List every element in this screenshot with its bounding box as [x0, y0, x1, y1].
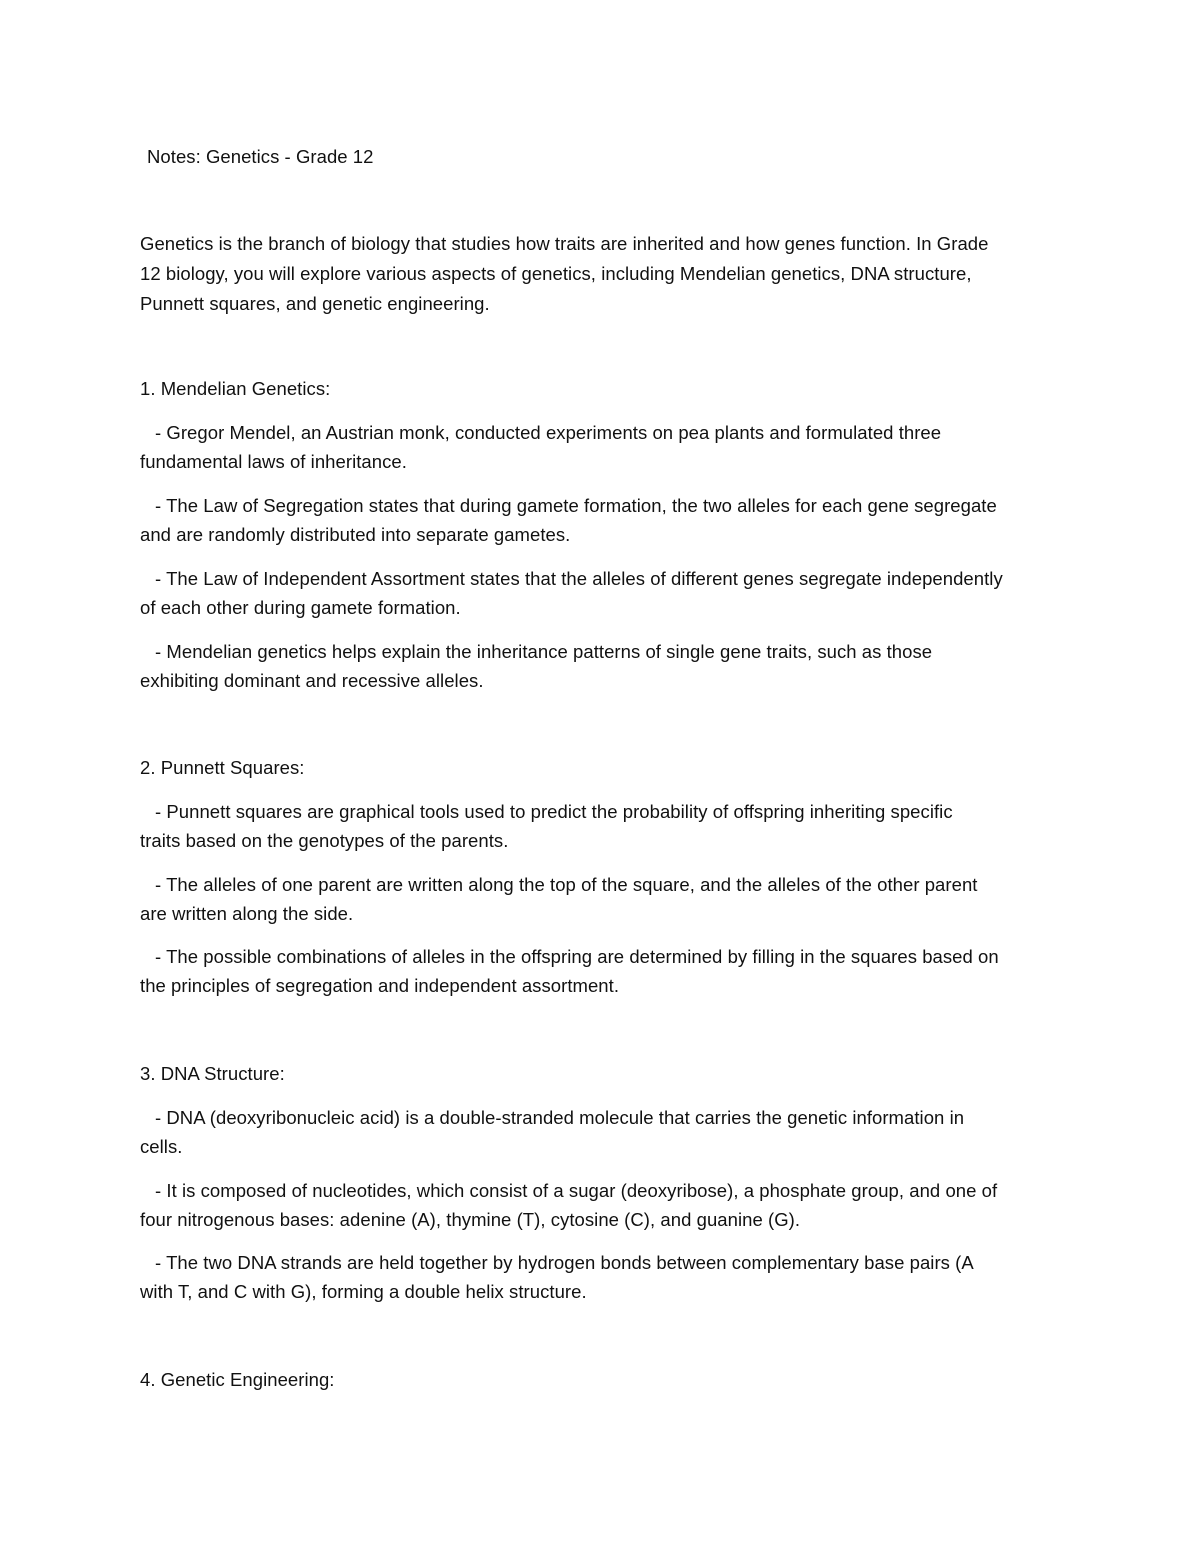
bullet-line: - The Law of Segregation states that during gamete formation, the two alleles for each gene segregate	[155, 495, 997, 516]
bullet-continuation: the principles of segregation and independent assortment.	[140, 975, 620, 996]
bullet-line: - It is composed of nucleotides, which consist of a sugar (deoxyribose), a phosphate group, and one of	[155, 1180, 998, 1201]
bullet-continuation: fundamental laws of inheritance.	[140, 451, 407, 472]
bullet-continuation: four nitrogenous bases: adenine (A), thymine (T), cytosine (C), and guanine (G).	[140, 1209, 801, 1230]
intro-line: 12 biology, you will explore various aspects of genetics, including Mendelian genetics, DNA structure,	[140, 263, 972, 284]
intro-line: Genetics is the branch of biology that studies how traits are inherited and how genes function. In Grade	[140, 233, 989, 254]
section-heading: 3. DNA Structure:	[140, 1063, 285, 1084]
section-heading: 2. Punnett Squares:	[140, 757, 305, 778]
bullet-continuation: traits based on the genotypes of the parents.	[140, 830, 509, 851]
bullet-line: - Punnett squares are graphical tools used to predict the probability of offspring inheriting specific	[155, 801, 953, 822]
bullet-continuation: and are randomly distributed into separate gametes.	[140, 524, 571, 545]
bullet-line: - Mendelian genetics helps explain the inheritance patterns of single gene traits, such as those	[155, 641, 933, 662]
bullet-line: - Gregor Mendel, an Austrian monk, conducted experiments on pea plants and formulated three	[155, 422, 942, 443]
section-heading: 4. Genetic Engineering:	[140, 1369, 335, 1390]
bullet-continuation: with T, and C with G), forming a double helix structure.	[140, 1281, 587, 1302]
bullet-continuation: cells.	[140, 1136, 183, 1157]
bullet-line: - The Law of Independent Assortment states that the alleles of different genes segregate independently	[155, 568, 1003, 589]
bullet-line: - The two DNA strands are held together by hydrogen bonds between complementary base pairs (A	[155, 1252, 974, 1273]
document-title: Notes: Genetics - Grade 12	[147, 146, 374, 167]
bullet-continuation: of each other during gamete formation.	[140, 597, 461, 618]
bullet-line: - The possible combinations of alleles in the offspring are determined by filling in the squares based on	[155, 946, 999, 967]
bullet-continuation: are written along the side.	[140, 903, 354, 924]
bullet-line: - The alleles of one parent are written along the top of the square, and the alleles of the other parent	[155, 874, 978, 895]
bullet-line: - DNA (deoxyribonucleic acid) is a double-stranded molecule that carries the genetic information in	[155, 1107, 965, 1128]
bullet-continuation: exhibiting dominant and recessive alleles.	[140, 670, 484, 691]
intro-line: Punnett squares, and genetic engineering.	[140, 293, 490, 314]
section-heading: 1. Mendelian Genetics:	[140, 378, 331, 399]
